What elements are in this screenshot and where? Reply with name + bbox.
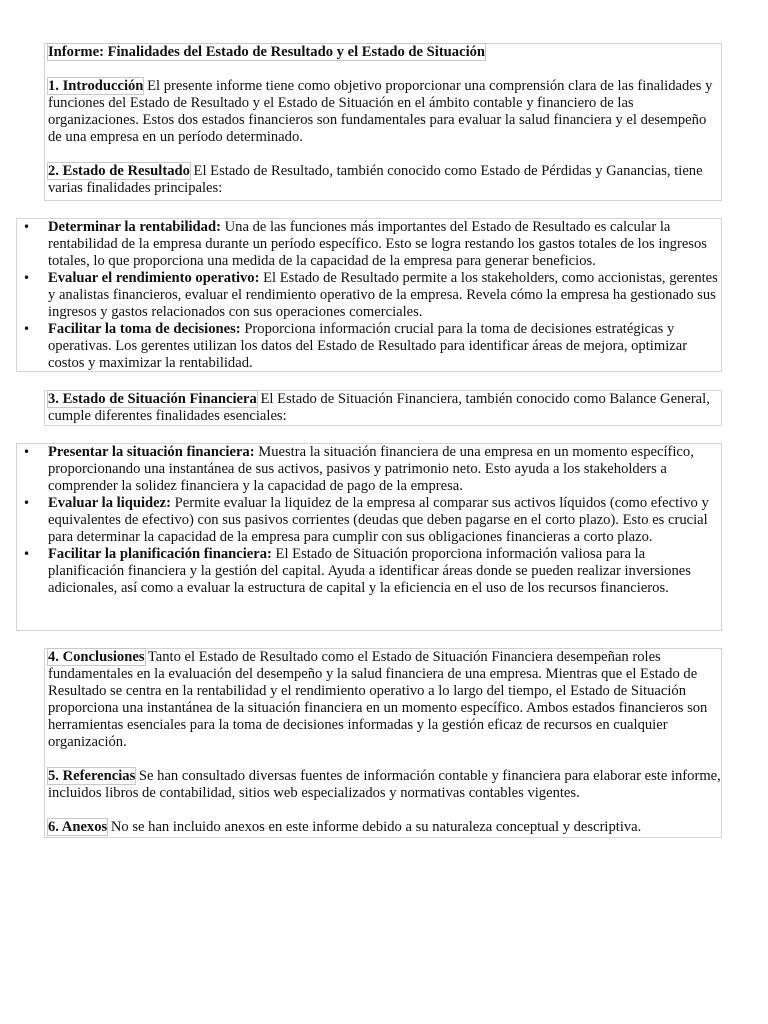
situacion-list-block xyxy=(16,443,722,631)
anexos-heading: 6. Anexos xyxy=(48,819,108,835)
referencias-text: Se han consultado diversas fuentes de información contable y financiera para elaborar este informe, incluidos libros de contabilidad, sitios web especializados y normativas contables vigentes. xyxy=(48,768,721,801)
bullet-icon: • xyxy=(23,547,31,561)
intro-heading: 1. Introducción xyxy=(48,78,144,94)
resultado-text: El Estado de Resultado, también conocido como Estado de Pérdidas y Ganancias, tiene varias finalidades principales: xyxy=(48,163,703,196)
list-item: • Facilitar la planificación financiera: El Estado de Situación proporciona información valiosa para la planificación financiera y la gestión del capital. Ayuda a identificar áreas donde se pueden realizar inversiones adicionales, así como a evaluar la estructura de capital y la eficiencia en el uso de los recursos financieros. xyxy=(23,546,691,596)
resultado-paragraph xyxy=(48,163,721,197)
situacion-paragraph xyxy=(48,391,721,425)
bullet-icon: • xyxy=(23,322,31,336)
situacion-list xyxy=(20,444,721,597)
conclusiones-text: Tanto el Estado de Resultado como el Estado de Situación Financiera desempeñan roles fundamentales en la evaluación del desempeño y la salud financiera de una empresa. Mientras que el Estado de Resultado se centra en la rentabilidad y el rendimiento operativo a lo largo del tiempo, el Estado de Situación proporciona una instantánea de la situación financiera en un momento específico. Ambos estados financieros son herramientas esenciales para la toma de decisiones informadas y la gestión eficaz de recursos en cualquier organización. xyxy=(48,649,708,750)
bullet-icon: • xyxy=(23,220,31,234)
list-item: • Determinar la rentabilidad: Una de las funciones más importantes del Estado de Resultado es calcular la rentabilidad de la empresa durante un período específico. Esto se logra restando los gastos totales de los ingresos totales, lo que proporciona una medida de la capacidad de la empresa para generar beneficios. xyxy=(23,219,707,269)
document-title: Informe: Finalidades del Estado de Resultado y el Estado de Situación xyxy=(48,44,486,60)
resultado-list xyxy=(20,219,721,372)
intro-paragraph xyxy=(48,78,721,146)
situacion-block xyxy=(44,390,722,426)
closing-block xyxy=(44,648,722,838)
list-item: • Presentar la situación financiera: Muestra la situación financiera de una empresa en un momento específico, proporcionando una instantánea de sus activos, pasivos y patrimonio neto. Esto ayuda a los stakeholders a comprender la solidez financiera y la capacidad de pago de la empresa. xyxy=(23,444,694,494)
conclusiones-heading: 4. Conclusiones xyxy=(48,649,145,665)
intro-block xyxy=(44,43,722,201)
resultado-heading: 2. Estado de Resultado xyxy=(48,163,190,179)
referencias-heading: 5. Referencias xyxy=(48,768,136,784)
list-item: • Evaluar el rendimiento operativo: El Estado de Resultado permite a los stakeholders, como accionistas, gerentes y analistas financieros, evaluar el rendimiento operativo de la empresa. Revela cómo la empresa ha gestionado sus ingresos y gastos relacionados con sus operaciones comerciales. xyxy=(23,270,718,320)
bullet-icon: • xyxy=(23,445,31,459)
conclusiones-paragraph xyxy=(48,649,721,751)
anexos-text: No se han incluido anexos en este informe debido a su naturaleza conceptual y descriptiva. xyxy=(107,819,642,835)
referencias-paragraph xyxy=(48,768,721,802)
list-item: • Facilitar la toma de decisiones: Proporciona información crucial para la toma de decisiones estratégicas y operativas. Los gerentes utilizan los datos del Estado de Resultado para identificar áreas de mejora, optimizar costos y maximizar la rentabilidad. xyxy=(23,321,688,371)
intro-text: El presente informe tiene como objetivo proporcionar una comprensión clara de las finalidades y funciones del Estado de Resultado y el Estado de Situación en el ámbito contable y financiero de las organizaciones. Estos dos estados financieros son fundamentales para evaluar la salud financiera y el desempeño de una empresa en un período determinado. xyxy=(48,78,713,145)
anexos-paragraph xyxy=(48,819,721,836)
bullet-icon: • xyxy=(23,271,31,285)
list-item: • Evaluar la liquidez: Permite evaluar la liquidez de la empresa al comparar sus activos líquidos (como efectivo y equivalentes de efectivo) con sus pasivos corrientes (deudas que deben pagarse en el corto plazo). Esto es crucial para determinar la capacidad de la empresa para cumplir con sus obligaciones financieras a corto plazo. xyxy=(23,495,709,545)
bullet-icon: • xyxy=(23,496,31,510)
resultado-list-block xyxy=(16,218,722,372)
situacion-text: El Estado de Situación Financiera, también conocido como Balance General, cumple diferentes finalidades esenciales: xyxy=(48,391,710,424)
situacion-heading: 3. Estado de Situación Financiera xyxy=(48,391,257,407)
